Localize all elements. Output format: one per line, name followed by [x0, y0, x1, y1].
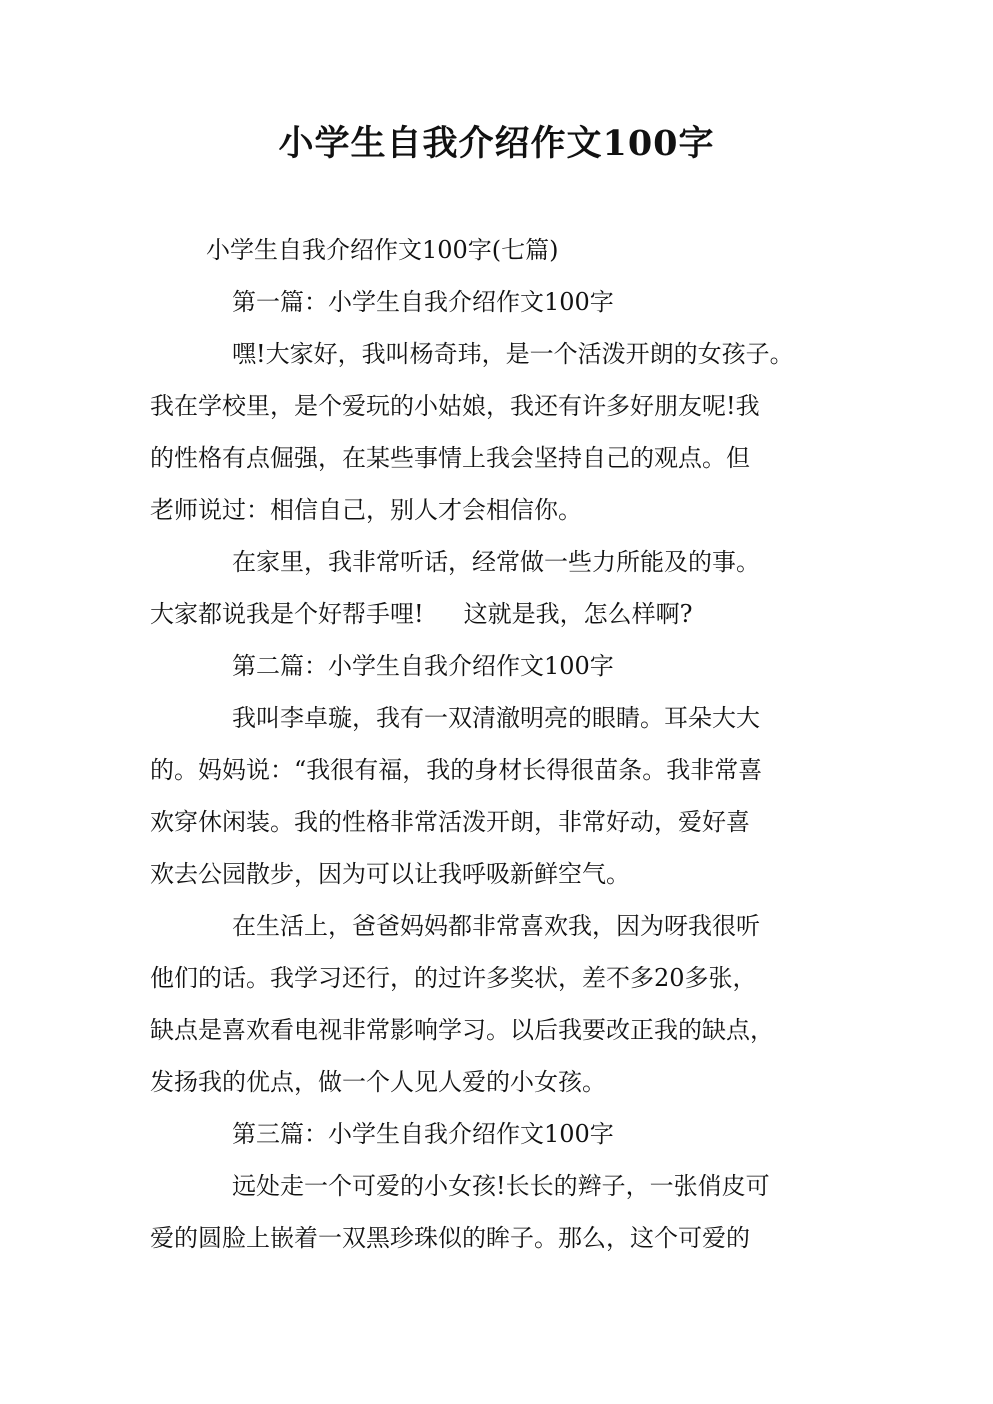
section-heading-2: 第二篇：小学生自我介绍作文100字: [232, 652, 614, 680]
paragraph: [150, 1160, 850, 1264]
text-line: 欢穿休闲装。我的性格非常活泼开朗，非常好动，爱好喜: [150, 808, 750, 836]
document-subtitle: 小学生自我介绍作文100字(七篇): [206, 236, 559, 264]
text-line: 嘿!大家好，我叫杨奇玮，是一个活泼开朗的女孩子。: [232, 340, 794, 368]
text-segment: 大家都说我是个好帮手哩!: [150, 600, 424, 628]
text-line: 他们的话。我学习还行，的过许多奖状，差不多20多张，: [150, 964, 757, 992]
text-line: [150, 588, 850, 640]
text-segment: 这就是我，怎么样啊?: [463, 600, 693, 628]
text-line: 爱的圆脸上嵌着一双黑珍珠似的眸子。那么，这个可爱的: [150, 1224, 750, 1252]
paragraph: [150, 536, 850, 640]
document-title: 小学生自我介绍作文100字: [278, 123, 715, 164]
document-body: [150, 224, 850, 1264]
text-line: 欢去公园散步，因为可以让我呼吸新鲜空气。: [150, 860, 630, 888]
text-line: 发扬我的优点，做一个人见人爱的小女孩。: [150, 1068, 606, 1096]
text-line: 我叫李卓璇，我有一双清澈明亮的眼睛。耳朵大大: [232, 704, 760, 732]
section-heading-1: 第一篇：小学生自我介绍作文100字: [232, 288, 614, 316]
text-line: 在家里，我非常听话，经常做一些力所能及的事。: [232, 548, 760, 576]
text-line: 老师说过：相信自己，别人才会相信你。: [150, 496, 582, 524]
text-line: 远处走一个可爱的小女孩!长长的辫子，一张俏皮可: [232, 1172, 770, 1200]
paragraph: [150, 692, 850, 900]
text-line: 缺点是喜欢看电视非常影响学习。以后我要改正我的缺点，: [150, 1016, 774, 1044]
text-line: 我在学校里，是个爱玩的小姑娘，我还有许多好朋友呢!我: [150, 392, 760, 420]
paragraph: [150, 900, 850, 1108]
text-line: 的性格有点倔强，在某些事情上我会坚持自己的观点。但: [150, 444, 750, 472]
paragraph: [150, 328, 850, 536]
text-line: 在生活上，爸爸妈妈都非常喜欢我，因为呀我很听: [232, 912, 760, 940]
text-line: 的。妈妈说：“我很有福，我的身材长得很苗条。我非常喜: [150, 756, 763, 784]
section-heading-3: 第三篇：小学生自我介绍作文100字: [232, 1120, 614, 1148]
